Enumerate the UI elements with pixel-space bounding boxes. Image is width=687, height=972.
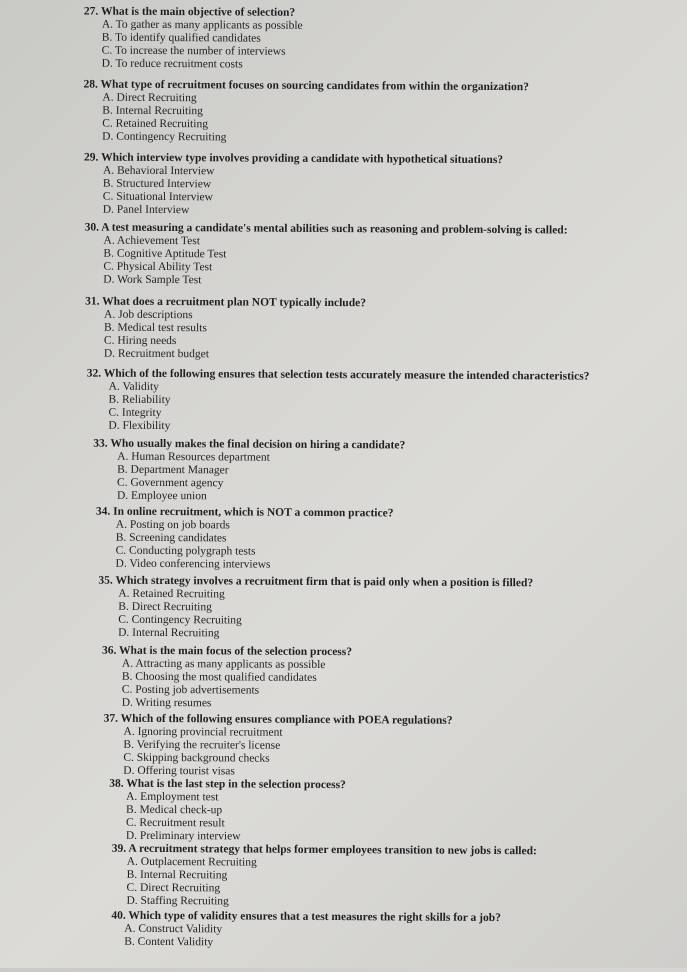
question-title: 28. What type of recruitment focuses on sourcing candidates from within the organization?: [83, 78, 529, 94]
question-title: 29. Which interview type involves providing a candidate with hypothetical situations?: [84, 151, 504, 167]
option-c: C. Situational Interview: [102, 190, 214, 204]
option-b: B. Screening candidates: [115, 531, 227, 545]
question-title: 39. A recruitment strategy that helps former employees transition to new jobs is called:: [111, 842, 537, 858]
question-34: [96, 507, 394, 572]
question-title: 31. What does a recruitment plan NOT typically include?: [85, 295, 367, 310]
option-b: B. Direct Recruiting: [118, 600, 212, 614]
option-c: C. To increase the number of interviews: [101, 44, 286, 58]
question-title: 35. Which strategy involves a recruitment firm that is paid only when a position is filled?: [98, 574, 534, 590]
option-a: A. Retained Recruiting: [118, 587, 225, 601]
option-c: C. Physical Ability Test: [103, 260, 213, 274]
question-36: [102, 646, 352, 711]
option-d: D. Staffing Recruiting: [126, 894, 229, 908]
option-a: A. Posting on job boards: [115, 518, 230, 532]
option-a: A. Employment test: [126, 790, 219, 804]
question-32: [86, 369, 589, 436]
question-28: [83, 80, 529, 146]
option-c: C. Hiring needs: [103, 334, 177, 348]
option-d: D. Internal Recruiting: [118, 626, 220, 640]
option-b: B. Internal Recruiting: [126, 868, 228, 882]
option-b: B. Choosing the most qualified candidates: [121, 670, 317, 684]
option-c: C. Skipping background checks: [123, 751, 270, 765]
question-37: [103, 714, 452, 780]
option-a: A. Outplacement Recruiting: [126, 855, 257, 869]
question-33: [93, 439, 405, 504]
option-a: A. Job descriptions: [104, 308, 193, 322]
option-c: C. Government agency: [117, 476, 224, 490]
question-title: 33. Who usually makes the final decision on hiring a candidate?: [93, 437, 406, 452]
option-b: B. Medical check-up: [126, 803, 223, 817]
question-title: 34. In online recruitment, which is NOT a common practice?: [95, 505, 394, 520]
question-title: 27. What is the main objective of selection?: [83, 5, 296, 19]
question-38: [109, 779, 346, 844]
option-b: B. Content Validity: [124, 935, 214, 949]
option-d: D. Flexibility: [108, 419, 171, 433]
option-d: D. Writing resumes: [121, 696, 212, 710]
option-b: B. To identify qualified candidates: [101, 31, 261, 45]
option-c: C. Integrity: [108, 406, 162, 419]
option-c: C. Conducting polygraph tests: [115, 544, 256, 558]
option-b: B. Department Manager: [117, 463, 229, 477]
option-a: A. Attracting as many applicants as possible: [121, 657, 326, 671]
option-d: D. Preliminary interview: [125, 829, 241, 843]
question-title: 40. Which type of validity ensures that a test measures the right skills for a job?: [111, 909, 501, 925]
option-a: A. Construct Validity: [124, 922, 223, 936]
option-c: C. Contingency Recruiting: [118, 613, 242, 627]
question-title: 30. A test measuring a candidate's mental abilities such as reasoning and problem-solving is called:: [84, 221, 568, 237]
option-a: A. Validity: [108, 380, 159, 393]
question-29: [84, 153, 503, 219]
question-27: [84, 7, 303, 72]
option-a: A. Human Resources department: [117, 450, 270, 464]
option-b: B. Internal Recruiting: [102, 104, 203, 118]
option-d: D. Contingency Recruiting: [102, 130, 227, 144]
option-d: D. Employee union: [116, 489, 207, 503]
option-a: A. Achievement Test: [103, 234, 200, 248]
option-b: B. Cognitive Aptitude Test: [103, 247, 227, 261]
option-d: D. Offering tourist visas: [123, 764, 235, 778]
question-30: [84, 223, 567, 289]
question-title: 32. Which of the following ensures that selection tests accurately measure the intended characteristics?: [86, 367, 590, 383]
option-b: B. Reliability: [108, 393, 171, 407]
question-40: [111, 911, 501, 951]
option-d: D. To reduce recruitment costs: [101, 57, 243, 71]
option-d: D. Panel Interview: [102, 203, 190, 217]
question-title: 37. Which of the following ensures compliance with POEA regulations?: [103, 712, 453, 727]
option-b: B. Verifying the recruiter's license: [123, 738, 281, 752]
option-d: D. Video conferencing interviews: [115, 557, 271, 571]
question-title: 36. What is the main focus of the selection process?: [101, 644, 353, 659]
option-c: C. Posting job advertisements: [121, 683, 260, 697]
option-c: C. Retained Recruiting: [102, 117, 209, 131]
option-b: B. Medical test results: [103, 321, 207, 335]
question-31: [85, 297, 366, 362]
option-d: D. Recruitment budget: [103, 347, 209, 361]
question-35: [98, 576, 533, 642]
option-b: B. Structured Interview: [102, 177, 212, 191]
question-title: 38. What is the last step in the selection process?: [109, 777, 346, 792]
option-d: D. Work Sample Test: [103, 273, 202, 287]
option-c: C. Direct Recruiting: [126, 881, 221, 895]
option-a: A. Direct Recruiting: [102, 91, 197, 105]
option-a: A. Ignoring provincial recruitment: [123, 725, 283, 739]
option-a: A. Behavioral Interview: [102, 164, 215, 178]
question-39: [111, 844, 536, 910]
option-c: C. Recruitment result: [125, 816, 225, 830]
option-a: A. To gather as many applicants as possible: [101, 18, 303, 32]
